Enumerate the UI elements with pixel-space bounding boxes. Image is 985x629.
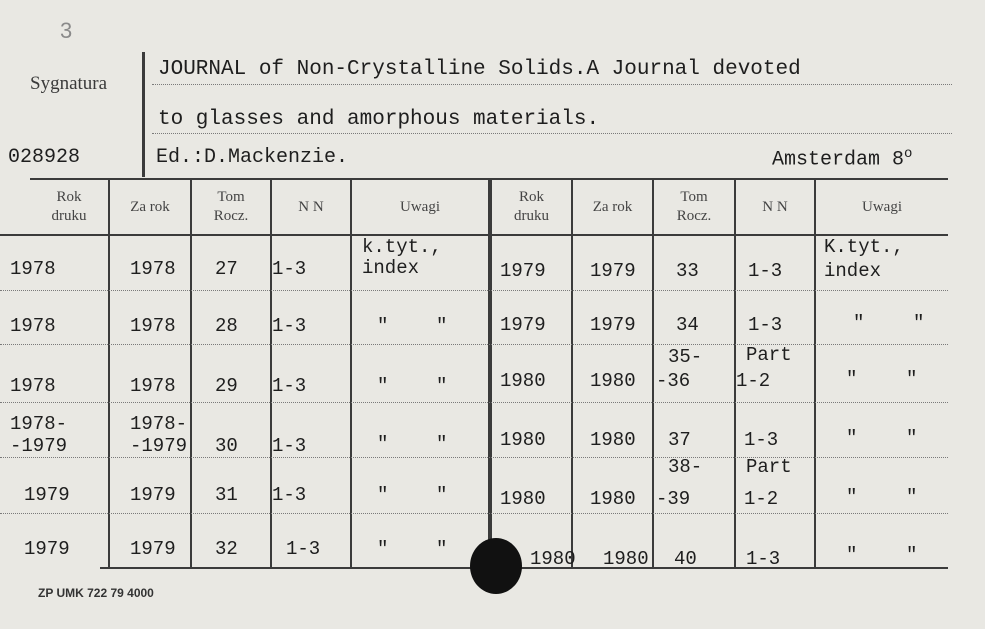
left-uwagi-ditto: " bbox=[377, 315, 389, 337]
left-za-cell: 1978 bbox=[130, 315, 176, 337]
left-uwagi-ditto: " bbox=[377, 538, 389, 560]
header-text: Rocz. bbox=[676, 208, 712, 224]
header-text: Tom bbox=[680, 189, 708, 205]
left-za-cell: 1978 bbox=[130, 258, 176, 280]
left-rok-cell: 1978 bbox=[10, 375, 56, 397]
right-uwagi-ditto: " bbox=[846, 368, 858, 390]
corner-mark: 3 bbox=[60, 18, 73, 43]
left-za-cell: 1979 bbox=[130, 538, 176, 560]
right-uwagi-ditto: " bbox=[846, 427, 858, 449]
editor-line: Ed.:D.Mackenzie. bbox=[156, 146, 349, 169]
left-rok-cell: -1979 bbox=[10, 435, 68, 457]
header-text: druku bbox=[51, 208, 87, 224]
publication-place bbox=[772, 146, 912, 172]
right-tom-cell: -39 bbox=[656, 488, 691, 510]
right-nn-cell: 1-2 bbox=[736, 370, 771, 392]
left-uwagi-ditto: " bbox=[436, 375, 448, 397]
row-separator bbox=[0, 344, 948, 345]
left-za-cell: 1979 bbox=[130, 484, 176, 506]
printer-imprint: ZP UMK 722 79 4000 bbox=[38, 586, 154, 600]
left-za-cell: 1978- bbox=[130, 413, 188, 435]
sygnatura-divider bbox=[142, 52, 145, 177]
right-nn-cell: 1-3 bbox=[748, 314, 783, 336]
right-rok-cell: 1980 bbox=[500, 429, 546, 451]
right-uwagi-ditto: " bbox=[906, 368, 918, 390]
left-rok-cell: 1979 bbox=[24, 538, 70, 560]
title-rule-1 bbox=[152, 84, 952, 85]
left-uwagi-ditto: " bbox=[436, 484, 448, 506]
right-uwagi-cell: index bbox=[824, 260, 882, 282]
header-text: Rok bbox=[56, 189, 82, 205]
col-divider bbox=[571, 179, 573, 567]
right-rok-cell: 1980 bbox=[530, 548, 576, 570]
place-format: o bbox=[904, 146, 913, 162]
right-za-cell: 1980 bbox=[590, 370, 636, 392]
right-za-cell: 1979 bbox=[590, 260, 636, 282]
left-rok-cell: 1978 bbox=[10, 258, 56, 280]
left-tom-cell: 29 bbox=[215, 375, 238, 397]
left-uwagi-ditto: " bbox=[436, 433, 448, 455]
header-za-rok: Za rok bbox=[130, 199, 170, 215]
right-rok-cell: 1979 bbox=[500, 314, 546, 336]
left-nn-cell: 1-3 bbox=[272, 435, 307, 457]
right-tom-cell: 40 bbox=[674, 548, 697, 570]
header-text: Rok bbox=[518, 189, 544, 205]
header-nn: N N bbox=[298, 199, 324, 215]
col-divider bbox=[652, 179, 654, 567]
left-za-cell: 1978 bbox=[130, 375, 176, 397]
right-nn-cell: Part bbox=[746, 456, 792, 478]
row-separator bbox=[0, 290, 948, 291]
header-uwagi: Uwagi bbox=[400, 199, 440, 215]
row-separator bbox=[0, 402, 948, 403]
left-uwagi-ditto: " bbox=[436, 538, 448, 560]
col-divider bbox=[814, 179, 816, 567]
left-nn-cell: 1-3 bbox=[272, 258, 307, 280]
right-za-cell: 1980 bbox=[603, 548, 649, 570]
header-text: druku bbox=[514, 208, 549, 224]
left-tom-cell: 30 bbox=[215, 435, 238, 457]
row-separator bbox=[0, 457, 948, 458]
header-text: Tom bbox=[217, 189, 245, 205]
left-uwagi-ditto: " bbox=[377, 375, 389, 397]
right-nn-cell: 1-2 bbox=[744, 488, 779, 510]
place-text: Amsterdam 8 bbox=[772, 148, 905, 172]
header-tom bbox=[192, 188, 270, 226]
right-rok-cell: 1980 bbox=[500, 488, 546, 510]
right-tom-cell: 37 bbox=[668, 429, 691, 451]
right-za-cell: 1980 bbox=[590, 429, 636, 451]
right-tom-cell: 38- bbox=[668, 456, 703, 478]
left-nn-cell: 1-3 bbox=[272, 375, 307, 397]
table-bottom-rule bbox=[100, 567, 948, 569]
left-uwagi-ditto: " bbox=[436, 315, 448, 337]
header-uwagi: Uwagi bbox=[862, 199, 902, 215]
right-uwagi-ditto: " bbox=[906, 427, 918, 449]
header-za-rok: Za rok bbox=[592, 199, 633, 215]
left-uwagi-ditto: " bbox=[377, 484, 389, 506]
col-divider bbox=[190, 179, 192, 567]
col-divider bbox=[270, 179, 272, 567]
right-uwagi-ditto: " bbox=[913, 312, 925, 334]
right-tom-cell: 35- bbox=[668, 346, 703, 368]
header-nn: N N bbox=[762, 199, 788, 215]
col-divider bbox=[108, 179, 110, 567]
right-uwagi-cell: K.tyt., bbox=[824, 236, 904, 258]
title-line-1: JOURNAL of Non-Crystalline Solids.A Journal devoted bbox=[158, 58, 801, 81]
left-uwagi-cell: index bbox=[362, 257, 420, 279]
table-header-rule bbox=[0, 234, 948, 236]
left-rok-cell: 1978 bbox=[10, 315, 56, 337]
right-rok-cell: 1979 bbox=[500, 260, 546, 282]
header-rok-druku bbox=[30, 188, 108, 226]
center-divider bbox=[488, 179, 492, 567]
sygnatura-label: Sygnatura bbox=[30, 73, 108, 94]
right-uwagi-ditto: " bbox=[853, 312, 865, 334]
col-divider bbox=[350, 179, 352, 567]
left-rok-cell: 1978- bbox=[10, 413, 68, 435]
right-za-cell: 1979 bbox=[590, 314, 636, 336]
left-rok-cell: 1979 bbox=[24, 484, 70, 506]
right-nn-cell: Part bbox=[746, 344, 792, 366]
sygnatura-number: 028928 bbox=[8, 146, 81, 169]
left-tom-cell: 31 bbox=[215, 484, 238, 506]
left-tom-cell: 32 bbox=[215, 538, 238, 560]
right-tom-cell: -36 bbox=[656, 370, 691, 392]
right-uwagi-ditto: " bbox=[846, 544, 858, 566]
left-tom-cell: 28 bbox=[215, 315, 238, 337]
right-tom-cell: 33 bbox=[676, 260, 699, 282]
right-nn-cell: 1-3 bbox=[744, 429, 779, 451]
left-uwagi-cell: k.tyt., bbox=[362, 236, 442, 258]
left-nn-cell: 1-3 bbox=[286, 538, 321, 560]
right-uwagi-ditto: " bbox=[846, 486, 858, 508]
punch-hole bbox=[470, 538, 522, 594]
left-uwagi-ditto: " bbox=[377, 433, 389, 455]
left-nn-cell: 1-3 bbox=[272, 315, 307, 337]
header-rok-druku bbox=[492, 188, 571, 226]
left-nn-cell: 1-3 bbox=[272, 484, 307, 506]
title-rule-2 bbox=[152, 133, 952, 134]
left-za-cell: -1979 bbox=[130, 435, 188, 457]
title-line-2: to glasses and amorphous materials. bbox=[158, 108, 600, 131]
left-tom-cell: 27 bbox=[215, 258, 238, 280]
header-tom bbox=[654, 188, 734, 226]
right-za-cell: 1980 bbox=[590, 488, 636, 510]
header-text: Rocz. bbox=[213, 208, 249, 224]
right-uwagi-ditto: " bbox=[906, 544, 918, 566]
right-uwagi-ditto: " bbox=[906, 486, 918, 508]
right-rok-cell: 1980 bbox=[500, 370, 546, 392]
right-nn-cell: 1-3 bbox=[748, 260, 783, 282]
right-tom-cell: 34 bbox=[676, 314, 699, 336]
row-separator bbox=[0, 513, 948, 514]
right-nn-cell: 1-3 bbox=[746, 548, 781, 570]
